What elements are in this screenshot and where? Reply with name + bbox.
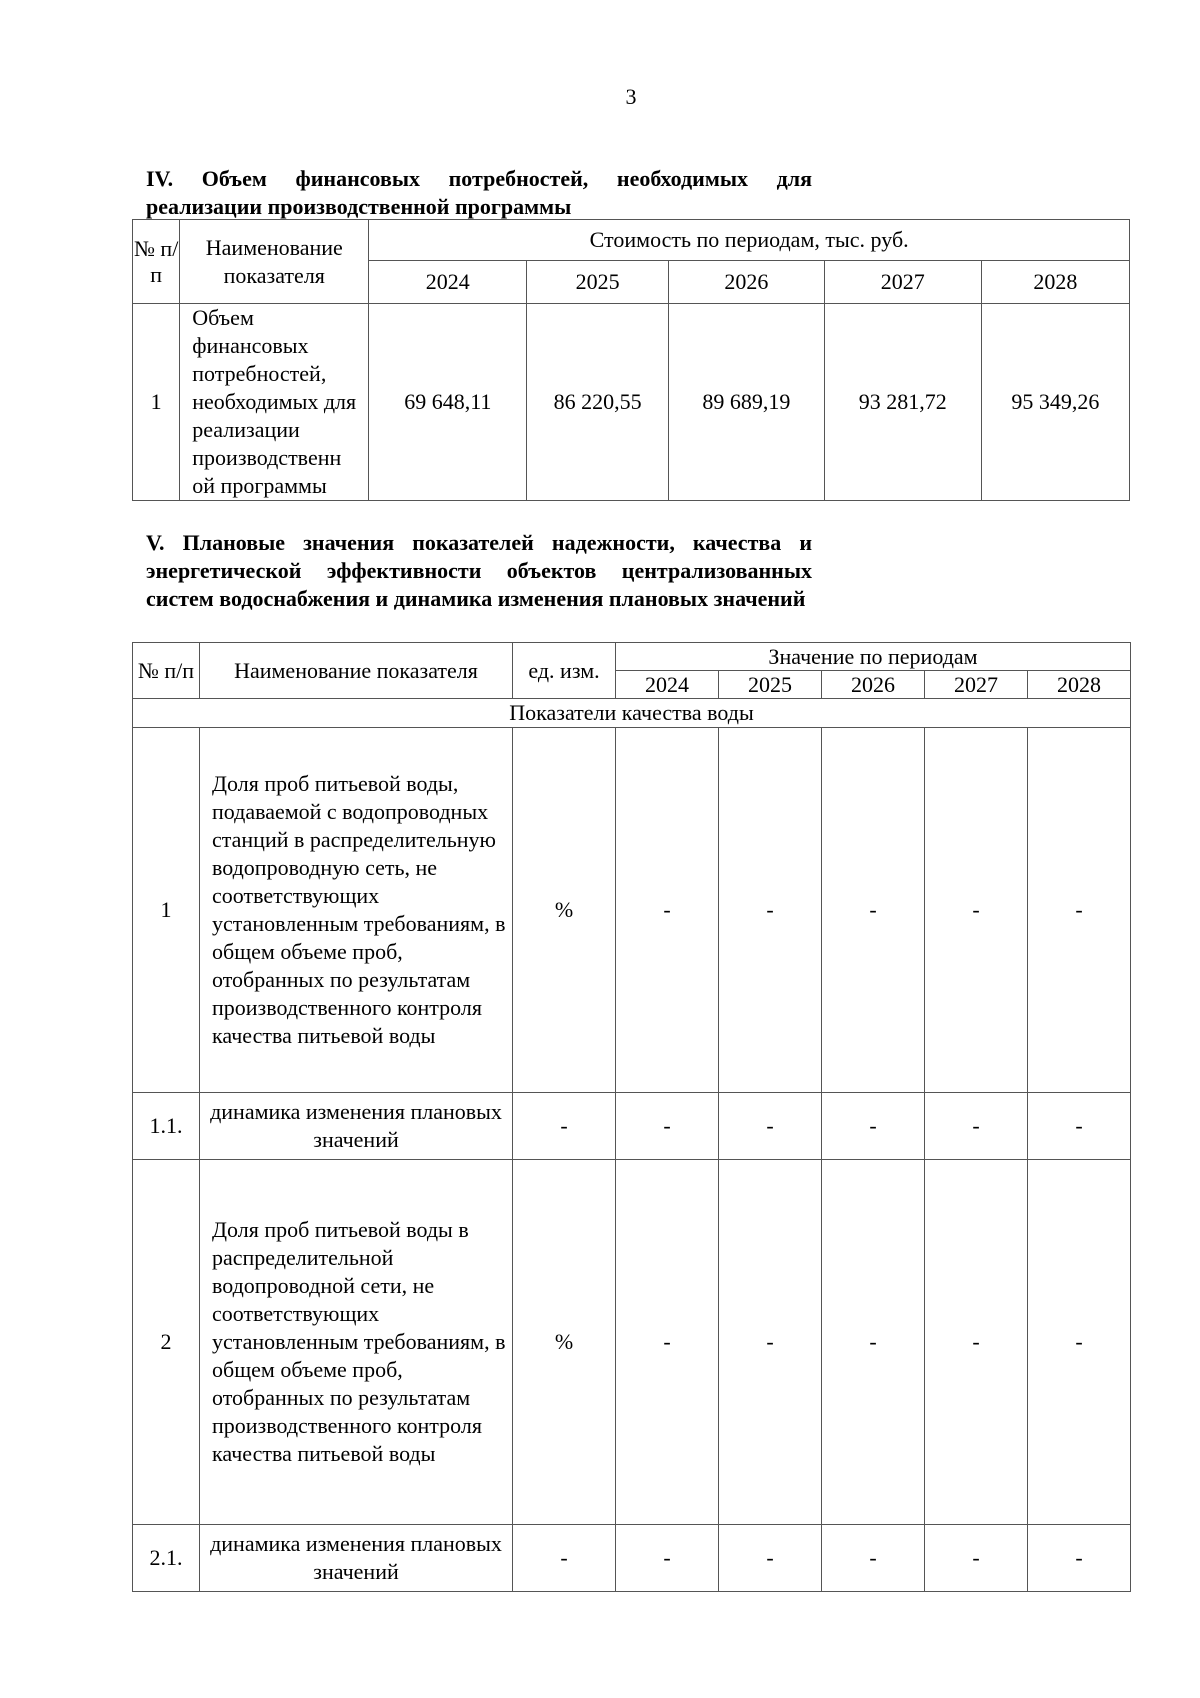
row-value: - (616, 728, 719, 1093)
column-header-year: 2027 (824, 261, 981, 304)
row-value: - (616, 1093, 719, 1160)
row-name: Доля проб питьевой воды, подаваемой с водопроводных станций в распределительную водопроводную сеть, не соответствующих установленным требованиям, в общем объеме проб, отобранных по результатам производственного контроля качества питьевой воды (200, 728, 513, 1093)
row-value: - (925, 1093, 1028, 1160)
column-header-year: 2024 (616, 671, 719, 699)
row-name: Объем финансовых потребностей, необходимых для реализации производственн ой программы (180, 304, 369, 501)
row-number: 1 (133, 728, 200, 1093)
section-5-heading: V. Плановые значения показателей надежности, качества и энергетической эффективности объектов централизованных систем водоснабжения и динамика изменения плановых значений (146, 530, 812, 611)
row-value: - (822, 1525, 925, 1592)
column-header-name: Наименование показателя (180, 220, 369, 304)
row-value: 86 220,55 (527, 304, 669, 501)
row-value: - (822, 1160, 925, 1525)
row-value: - (719, 1160, 822, 1525)
section-title-row (133, 699, 1131, 728)
column-header-number: № п/ п (133, 220, 180, 304)
section-title: Показатели качества воды (133, 699, 1131, 728)
row-value: - (822, 1093, 925, 1160)
column-header-year: 2028 (1028, 671, 1131, 699)
row-name: динамика изменения плановых значений (200, 1093, 513, 1160)
row-number: 2.1. (133, 1525, 200, 1592)
row-value: 89 689,19 (669, 304, 825, 501)
column-header-values: Значение по периодам (616, 643, 1131, 671)
column-header-year: 2028 (981, 261, 1129, 304)
row-value: - (822, 728, 925, 1093)
column-header-year: 2025 (527, 261, 669, 304)
table-row (133, 304, 1130, 501)
table-row (133, 1525, 1131, 1592)
row-value: 93 281,72 (824, 304, 981, 501)
row-unit: - (513, 1525, 616, 1592)
row-name: Доля проб питьевой воды в распределительной водопроводной сети, не соответствующих установленным требованиям, в общем объеме проб, отобранных по результатам производственного контроля качества питьевой воды (200, 1160, 513, 1525)
row-unit: - (513, 1093, 616, 1160)
row-value: - (719, 1525, 822, 1592)
column-header-year: 2026 (822, 671, 925, 699)
row-value: - (925, 1525, 1028, 1592)
row-value: - (616, 1160, 719, 1525)
row-value: - (719, 1093, 822, 1160)
row-value: - (1028, 728, 1131, 1093)
table-header-row (133, 643, 1131, 671)
column-header-cost: Стоимость по периодам, тыс. руб. (369, 220, 1130, 261)
row-name: динамика изменения плановых значений (200, 1525, 513, 1592)
table-header-row (133, 220, 1130, 261)
page-number: 3 (625, 84, 637, 109)
table-row (133, 1093, 1131, 1160)
row-number: 2 (133, 1160, 200, 1525)
quality-indicators-table (132, 642, 1131, 1592)
section-4-heading: IV. Объем финансовых потребностей, необходимых для реализации производственной программы (146, 166, 812, 219)
row-value: - (925, 1160, 1028, 1525)
row-unit: % (513, 1160, 616, 1525)
column-header-year: 2026 (669, 261, 825, 304)
column-header-number: № п/п (133, 643, 200, 699)
row-value: - (925, 728, 1028, 1093)
column-header-unit: ед. изм. (513, 643, 616, 699)
row-value: - (616, 1525, 719, 1592)
row-value: 95 349,26 (981, 304, 1129, 501)
row-number: 1 (133, 304, 180, 501)
row-value: - (1028, 1525, 1131, 1592)
column-header-year: 2027 (925, 671, 1028, 699)
column-header-name: Наименование показателя (200, 643, 513, 699)
table-row (133, 728, 1131, 1093)
column-header-year: 2024 (369, 261, 527, 304)
row-value: - (1028, 1160, 1131, 1525)
financial-needs-table (132, 219, 1130, 501)
column-header-year: 2025 (719, 671, 822, 699)
row-value: - (1028, 1093, 1131, 1160)
row-value: - (719, 728, 822, 1093)
row-unit: % (513, 728, 616, 1093)
table-row (133, 1160, 1131, 1525)
row-value: 69 648,11 (369, 304, 527, 501)
row-number: 1.1. (133, 1093, 200, 1160)
